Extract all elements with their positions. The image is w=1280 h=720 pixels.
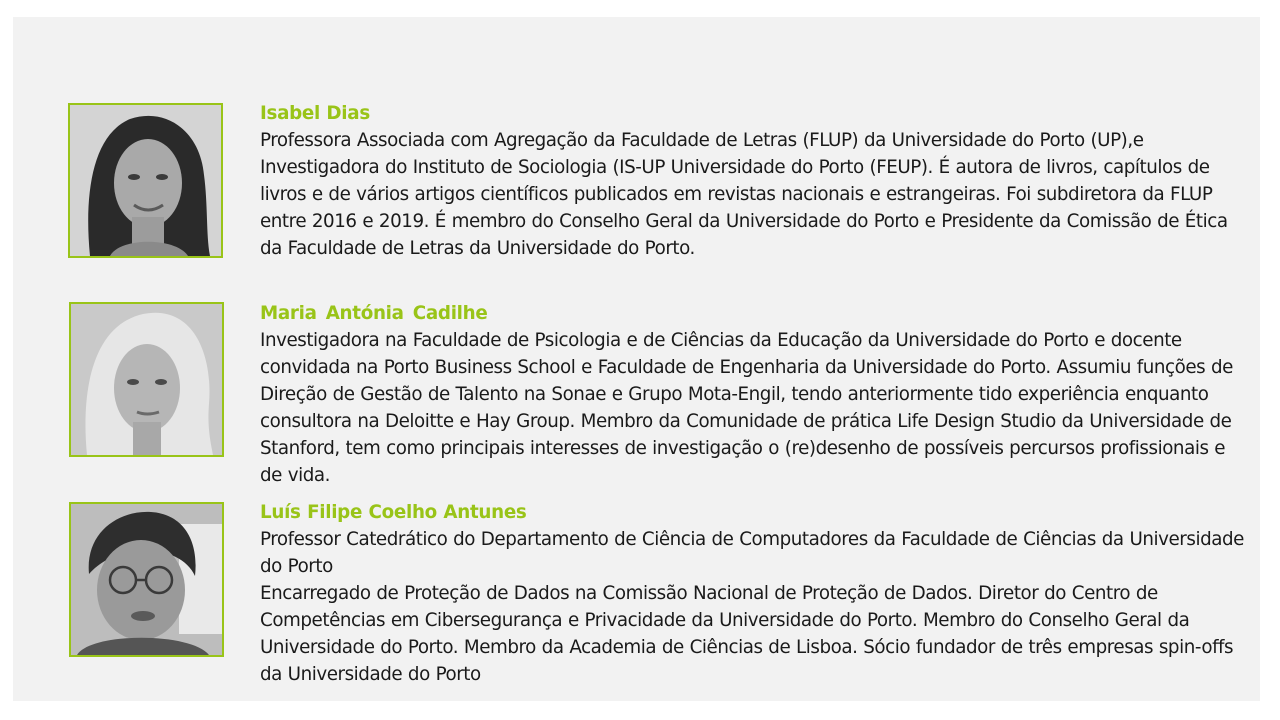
portrait-photo-luis-filipe-coelho-antunes [69,502,224,657]
portrait-photo-isabel-dias [68,103,223,258]
person-text [260,499,1245,688]
person-bio [260,127,1245,262]
slide [13,17,1260,701]
person-text [260,100,1245,262]
person-name: Luís Filipe Coelho Antunes [260,502,527,523]
portrait-icon [71,304,222,455]
bio-paragraph: Investigadora na Faculdade de Psicologia e de Ciências da Educação da Universidade do Porto e docente convidada na Porto Business School e Faculdade de Engenharia da Universidade do Porto. Assumiu funções de Direção de Gestão de Talento na Sonae e Grupo Mota-Engil, tendo anteriormente tido experiência enquanto consultora na Deloitte e Hay Group. Membro da Comunidade de prática Life Design Studio da Universidade de Stanford, tem como principais interesses de investigação o (re)desenho de possíveis percursos profissionais e de vida. [260,330,1233,486]
person-bio [260,526,1245,688]
portrait-icon [71,504,222,655]
person-text [260,300,1245,489]
portrait-icon [70,105,221,256]
bio-paragraph: Encarregado de Proteção de Dados na Comissão Nacional de Proteção de Dados. Diretor do Centro de Competências em Cibersegurança e Privacidade da Universidade do Porto. Membro do Conselho Geral da Universidade do Porto. Membro da Academia de Ciências de Lisboa. Sócio fundador de três empresas spin-offs da Universidade do Porto [260,583,1234,685]
person-name: Maria Antónia Cadilhe [260,303,488,324]
person-name: Isabel Dias [260,103,370,124]
person-bio [260,327,1245,489]
portrait-photo-maria-antonia-cadilhe [69,302,224,457]
bio-paragraph: Professor Catedrático do Departamento de Ciência de Computadores da Faculdade de Ciências da Universidade do Porto [260,529,1244,577]
bio-paragraph: Professora Associada com Agregação da Faculdade de Letras (FLUP) da Universidade do Porto (UP),e Investigadora do Instituto de Sociologia (IS-UP Universidade do Porto (FEUP). É autora de livros, capítulos de livros e de vários artigos científicos publicados em revistas nacionais e estrangeiras. Foi subdiretora da FLUP entre 2016 e 2019. É membro do Conselho Geral da Universidade do Porto e Presidente da Comissão de Ética da Faculdade de Letras da Universidade do Porto. [260,130,1228,259]
